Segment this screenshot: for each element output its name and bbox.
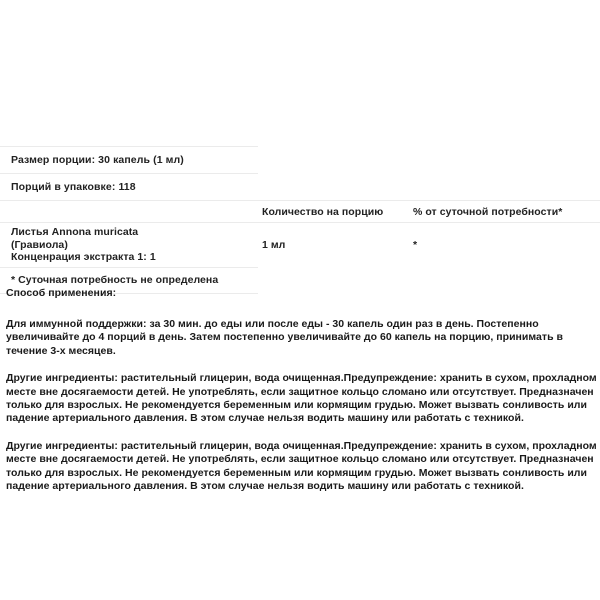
ingredient-name-line-3: Конценрация экстракта 1: 1: [11, 251, 156, 264]
supplement-facts-table: [0, 146, 600, 294]
ingredient-name-line-1: Листья Annona muricata: [11, 226, 139, 238]
column-header-amount-per-serving: Количество на порцию: [262, 206, 384, 218]
table-row: [0, 223, 600, 267]
serving-size-row: [0, 147, 600, 173]
other-ingredients-paragraph-1: Другие ингредиенты: растительный глицерин, вода очищенная.Предупреждение: хранить в сухом, прохладном месте вне досягаемости детей. Не употреблять, если защитное кольцо сломано или отсутствует. Предназначен только для взрослых. Не рекомендуется беременным или кормящим грудью. Может вызвать сонливость или падение артериального давления. В этом случае нельзя водить машину или работать с техникой.: [6, 372, 597, 425]
label-body-copy: [6, 286, 597, 493]
daily-value-footnote: * Суточная потребность не определена: [11, 274, 219, 286]
ingredient-amount-value: 1 мл: [262, 239, 286, 251]
ingredient-name: [11, 226, 156, 264]
other-ingredients-paragraph-2: Другие ингредиенты: растительный глицерин, вода очищенная.Предупреждение: хранить в сухом, прохладном месте вне досягаемости детей. Не употреблять, если защитное кольцо сломано или отсутствует. Предназначен только для взрослых. Не рекомендуется беременным или кормящим грудью. Может вызвать сонливость или падение артериального давления. В этом случае нельзя водить машину или работать с техникой.: [6, 439, 597, 493]
spacer: [6, 358, 597, 372]
serving-size-text: Размер порции: 30 капель (1 мл): [11, 154, 184, 166]
column-header-percent-daily-value: % от суточной потребности*: [413, 206, 563, 218]
column-header-row: [0, 201, 600, 222]
servings-per-container-text: Порций в упаковке: 118: [11, 181, 136, 193]
directions-heading: Способ применения:: [6, 287, 117, 299]
ingredient-daily-value: *: [413, 239, 418, 251]
directions-text: Для иммунной поддержки: за 30 мин. до еды или после еды - 30 капель один раз в день. Постепенно увеличивайте до 4 порций в день. Затем постепенно увеличивайте до 60 капель на порцию, принимать в течение 3-х месяцев.: [6, 318, 563, 357]
spacer: [6, 426, 597, 440]
servings-per-container-row: [0, 174, 600, 200]
ingredient-name-line-2: (Гравиола): [11, 238, 68, 251]
spacer: [6, 300, 597, 318]
